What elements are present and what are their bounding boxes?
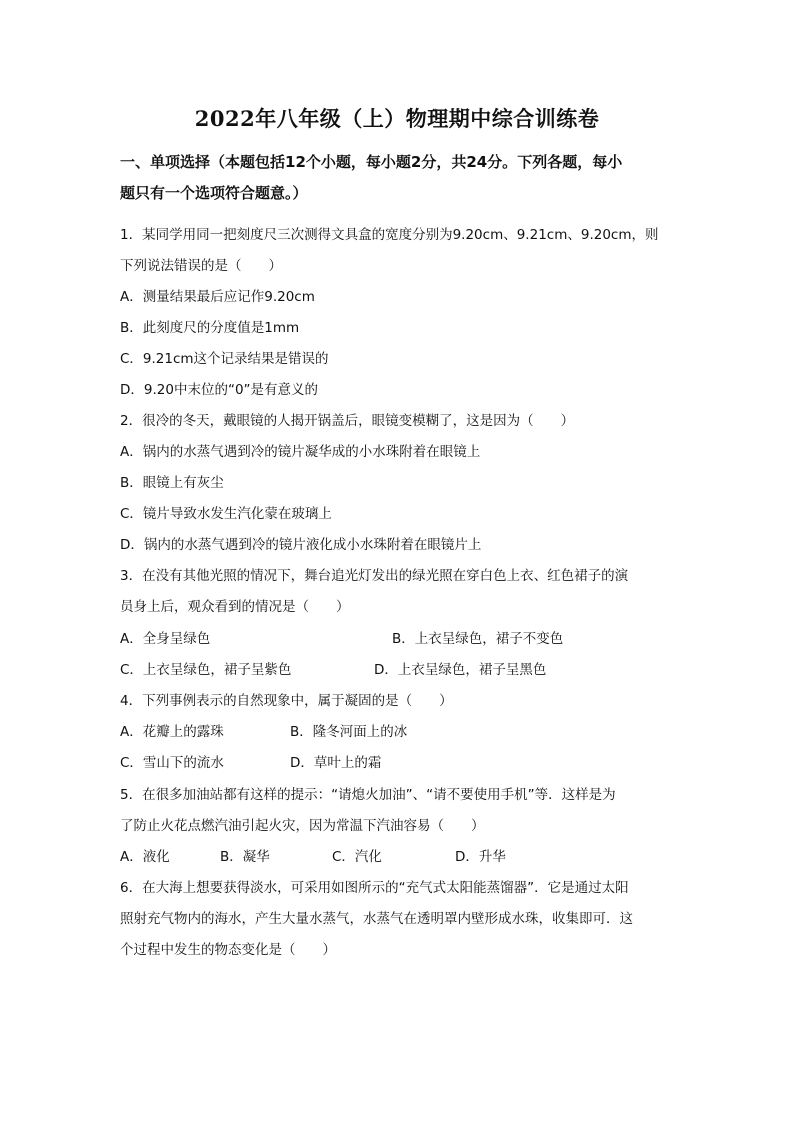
question-5-option-c: C．汽化 (332, 849, 382, 865)
question-2-option-d: D．锅内的水蒸气遇到冷的镜片液化成小水珠附着在眼镜片上 (120, 537, 482, 553)
question-1-stem-line-2: 下列说法错误的是（ ） (120, 258, 282, 274)
question-1-stem-line-1: 1．某同学用同一把刻度尺三次测得文具盒的宽度分别为9.20cm、9.21cm、9.20cm，则 (120, 227, 659, 243)
question-5-option-a: A．液化 (120, 849, 170, 865)
question-3-option-d: D．上衣呈绿色，裙子呈黑色 (374, 662, 547, 678)
question-2-option-a: A．锅内的水蒸气遇到冷的镜片凝华成的小水珠附着在眼镜上 (120, 444, 481, 460)
question-3-option-c: C．上衣呈绿色，裙子呈紫色 (120, 662, 292, 678)
question-5-option-b: B．凝华 (220, 849, 270, 865)
section-heading (120, 147, 680, 209)
question-3-stem-line-2: 员身上后，观众看到的情况是（ ） (120, 599, 350, 615)
question-4-option-c: C．雪山下的流水 (120, 755, 224, 771)
question-5-option-d: D．升华 (455, 849, 506, 865)
section-heading-line-2: 题只有一个选项符合题意。） (120, 184, 308, 202)
question-4-option-b: B．隆冬河面上的冰 (290, 724, 408, 740)
question-6-stem-line-2: 照射充气物内的海水，产生大量水蒸气，水蒸气在透明罩内壁形成水珠，收集即可．这 (120, 911, 633, 927)
question-4-option-d: D．草叶上的霜 (290, 755, 382, 771)
question-4-stem-line-1: 4．下列事例表示的自然现象中，属于凝固的是（ ） (120, 693, 453, 709)
section-heading-line-1: 一、单项选择（本题包括12个小题，每小题2分，共24分。下列各题，每小 (120, 153, 623, 171)
question-6-stem-line-3: 个过程中发生的物态变化是（ ） (120, 942, 336, 958)
question-1-option-a: A．测量结果最后应记作9.20cm (120, 289, 315, 305)
question-1-option-b: B．此刻度尺的分度值是1mm (120, 320, 300, 336)
question-3-option-a: A．全身呈绿色 (120, 631, 211, 647)
question-5-stem-line-1: 5．在很多加油站都有这样的提示：“请熄火加油”、“请不要使用手机”等．这样是为 (120, 787, 616, 803)
question-2-stem-line-1: 2．很冷的冬天，戴眼镜的人揭开锅盖后，眼镜变模糊了，这是因为（ ） (120, 413, 575, 429)
question-5-stem-line-2: 了防止火花点燃汽油引起火灾，因为常温下汽油容易（ ） (120, 818, 485, 834)
question-3-stem-line-1: 3．在没有其他光照的情况下，舞台追光灯发出的绿光照在穿白色上衣、红色裙子的演 (120, 568, 629, 584)
question-1-option-d: D．9.20中末位的“0”是有意义的 (120, 382, 319, 398)
page-title: 2022年八年级（上）物理期中综合训练卷 (194, 106, 600, 131)
question-2-option-c: C．镜片导致水发生汽化蒙在玻璃上 (120, 506, 332, 522)
question-4-option-a: A．花瓣上的露珠 (120, 724, 224, 740)
question-2-option-b: B．眼镜上有灰尘 (120, 475, 224, 491)
question-6-stem-line-1: 6．在大海上想要获得淡水，可采用如图所示的“充气式太阳能蒸馏器”．它是通过太阳 (120, 880, 629, 896)
question-3-option-b: B．上衣呈绿色，裙子不变色 (392, 631, 564, 647)
question-1-option-c: C．9.21cm这个记录结果是错误的 (120, 351, 329, 367)
